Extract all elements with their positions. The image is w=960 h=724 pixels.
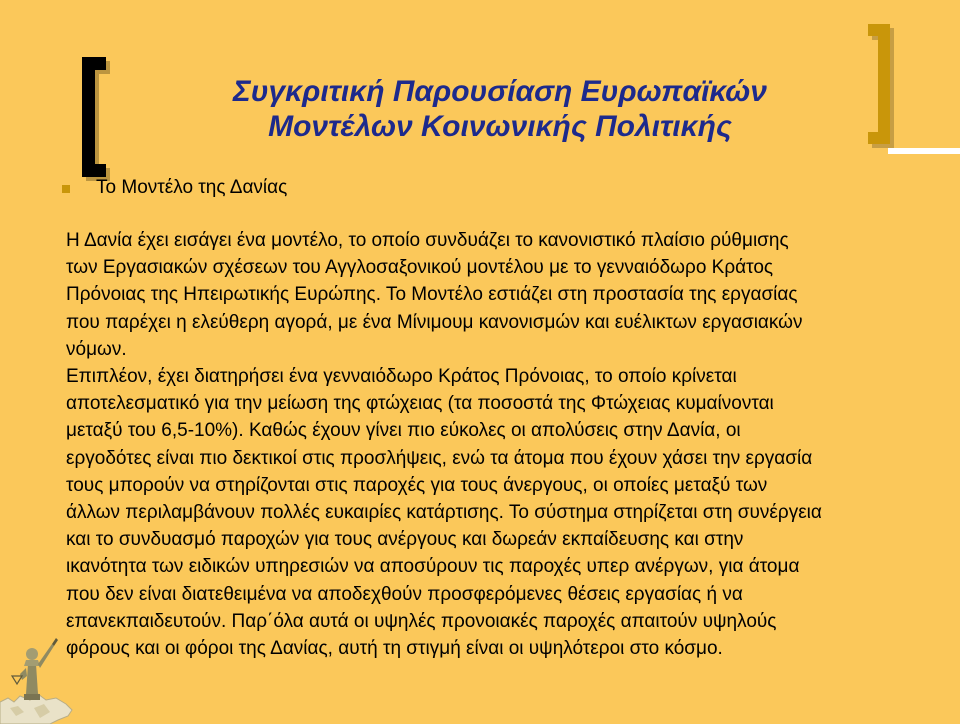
subheading-text: Το Μοντέλο της Δανίας	[96, 177, 288, 198]
statue-on-europe-map-icon	[0, 624, 74, 724]
text-line: μεταξύ του 6,5-10%). Καθώς έχουν γίνει πιο εύκολες οι απολύσεις στην Δανία, οι	[66, 420, 741, 442]
title-line-2: Μοντέλων Κοινωνικής Πολιτικής	[268, 110, 732, 143]
text-line: και το συνδυασμό παροχών για τους ανέργους και δωρεάν εκπαίδευσης και στην	[66, 529, 744, 551]
text-line: άλλων περιλαμβάνουν πολλές ευκαιρίες κατάρτισης. Το σύστημα στηρίζεται στη συνέργεια	[66, 502, 822, 524]
text-line: νόμων.	[66, 338, 127, 360]
text-line: Επιπλέον, έχει διατηρήσει ένα γενναιόδωρο Κράτος Πρόνοιας, το οποίο κρίνεται	[66, 366, 737, 388]
body-text	[66, 227, 916, 662]
text-line: Πρόνοιας της Ηπειρωτικής Ευρώπης. Το Μοντέλο εστιάζει στη προστασία της εργασίας	[66, 284, 798, 306]
text-line: αποτελεσματικό για την μείωση της φτώχειας (τα ποσοστά της Φτώχειας κυμαίνονται	[66, 393, 774, 415]
left-bracket-icon	[82, 57, 106, 177]
slide-title	[140, 74, 860, 144]
text-line: ικανότητα των ειδικών υπηρεσιών να αποσύρουν τις παροχές υπερ ανέργων, για άτομα	[66, 556, 800, 578]
text-line: φόρους και οι φόροι της Δανίας, αυτή τη στιγμή είναι οι υψηλότεροι στο κόσμο.	[66, 638, 723, 660]
text-line: τους μπορούν να στηρίζονται στις παροχές για τους άνεργους, οι οποίες μεταξύ των	[66, 474, 768, 496]
text-line: επανεκπαιδευτούν. Παρ΄όλα αυτά οι υψηλές προνοιακές παροχές απαιτούν υψηλούς	[66, 610, 777, 632]
subheading	[62, 176, 287, 200]
right-bracket-icon	[868, 24, 890, 144]
paragraph-1	[66, 227, 916, 363]
text-line: που δεν είναι διατεθειμένα να αποδεχθούν προσφερόμενες θέσεις εργασίας ή να	[66, 583, 743, 605]
decorative-strip	[888, 148, 960, 154]
square-bullet-icon	[62, 185, 70, 193]
text-line: των Εργασιακών σχέσεων του Αγγλοσαξονικού μοντέλου με το γενναιόδωρο Κράτος	[66, 257, 774, 279]
text-line: εργοδότες είναι πιο δεκτικοί στις προσλήψεις, ενώ τα άτομα που έχουν χάσει την εργασία	[66, 447, 813, 469]
text-line: που παρέχει η ελεύθερη αγορά, με ένα Μίνιμουμ κανονισμών και ευέλικτων εργασιακών	[66, 311, 803, 333]
title-line-1: Συγκριτική Παρουσίαση Ευρωπαϊκών	[233, 75, 767, 108]
text-line: Η Δανία έχει εισάγει ένα μοντέλο, το οποίο συνδυάζει το κανονιστικό πλαίσιο ρύθμισης	[66, 230, 789, 251]
paragraph-2	[66, 363, 916, 662]
